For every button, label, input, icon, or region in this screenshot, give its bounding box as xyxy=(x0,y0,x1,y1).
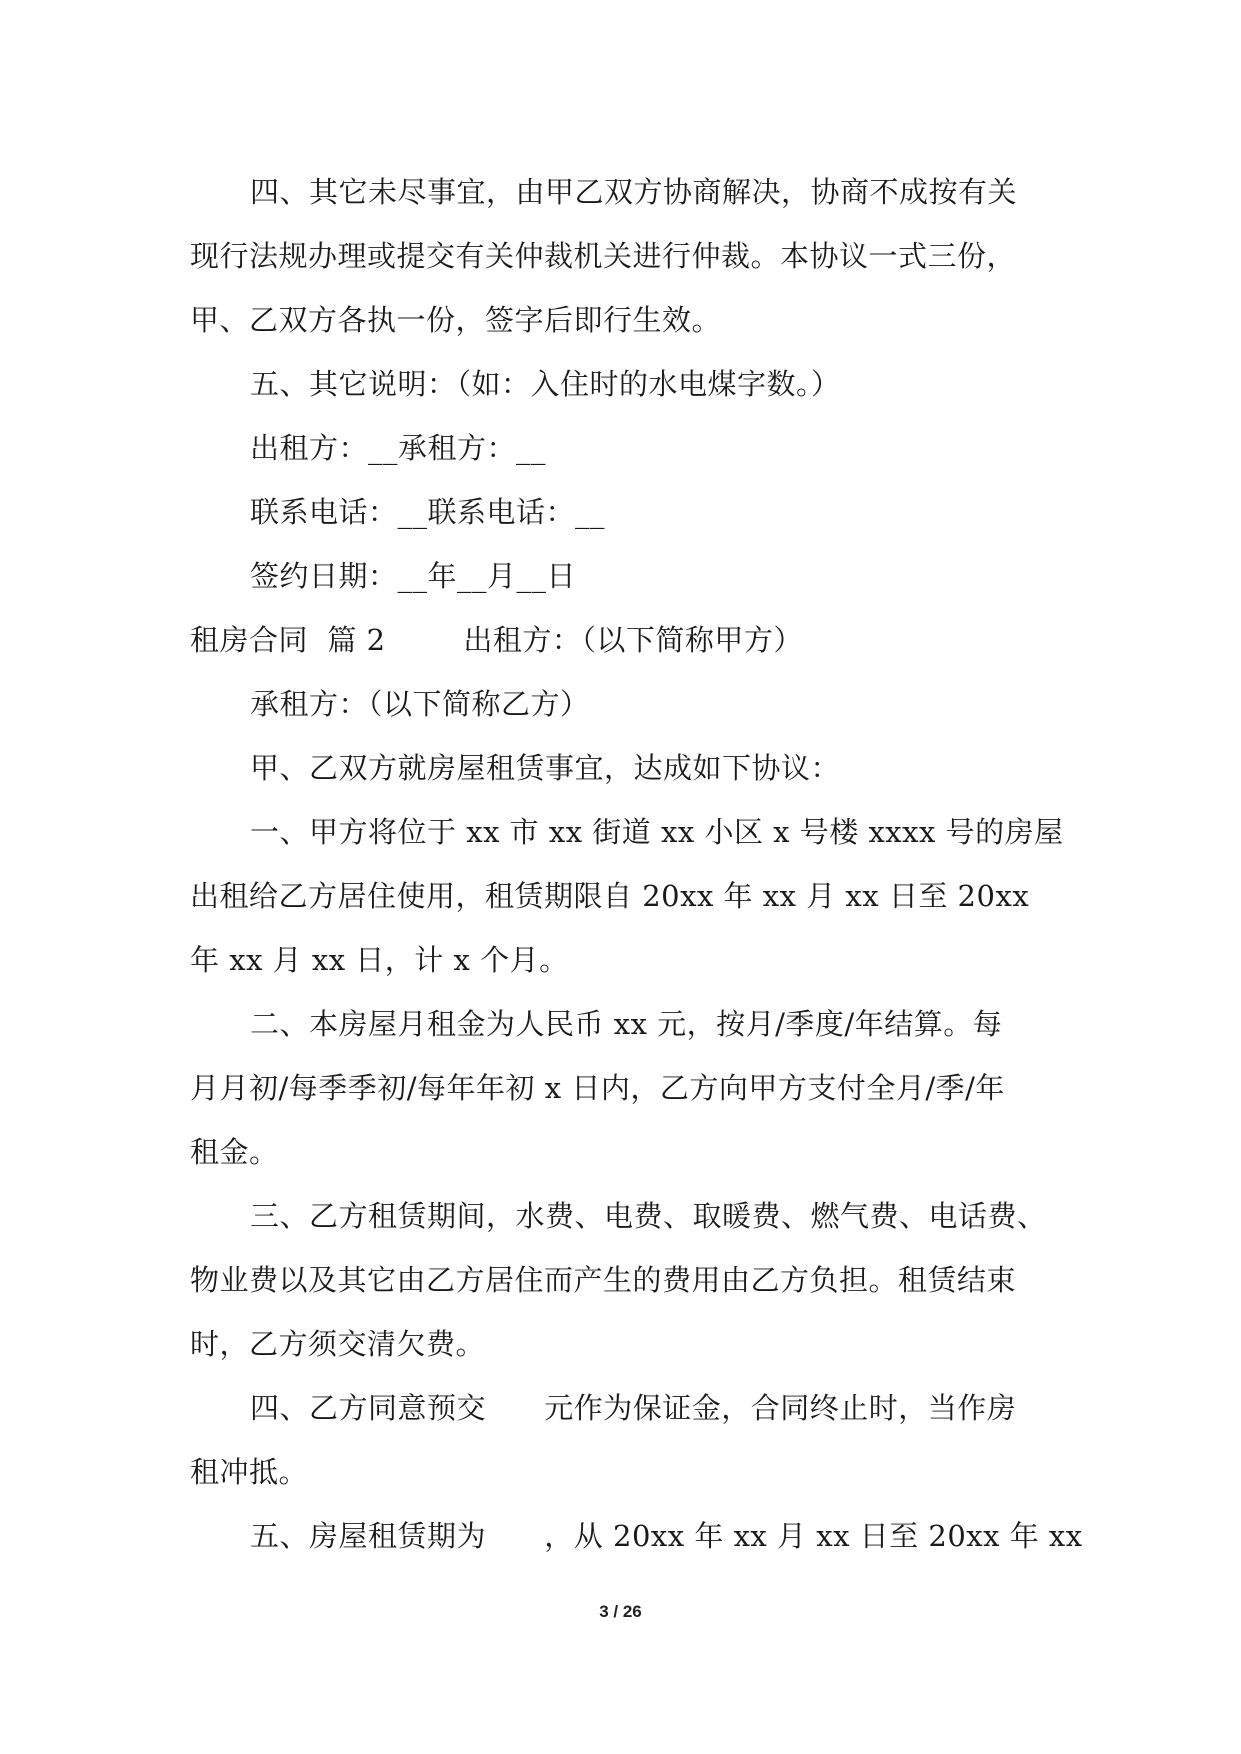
paragraph-line: 物业费以及其它由乙方居住而产生的费用由乙方负担。租赁结束 xyxy=(190,1263,1017,1297)
paragraph-line: 甲、乙双方就房屋租赁事宜，达成如下协议： xyxy=(250,751,841,785)
paragraph-line: 承租方：（以下简称乙方） xyxy=(250,687,590,721)
page-number: 3 / 26 xyxy=(599,1602,642,1621)
document-body xyxy=(190,160,1083,1568)
paragraph-line: 四、乙方同意预交 元作为保证金，合同终止时，当作房 xyxy=(250,1391,1017,1425)
signature-line-date: 签约日期：__年__月__日 xyxy=(250,559,577,593)
paragraph-line: 五、房屋租赁期为 ，从 20xx 年 xx 月 xx 日至 20xx 年 xx xyxy=(250,1519,1083,1553)
paragraph-line: 甲、乙双方各执一份，签字后即行生效。 xyxy=(190,303,722,337)
paragraph-line: 现行法规办理或提交有关仲裁机关进行仲裁。本协议一式三份， xyxy=(190,239,1017,273)
signature-line-parties: 出租方：__承租方：__ xyxy=(250,431,547,465)
section-heading: 租房合同 篇 2 出租方：（以下简称甲方） xyxy=(190,623,803,657)
paragraph-line: 二、本房屋月租金为人民币 xx 元，按月/季度/年结算。每 xyxy=(250,1007,1003,1041)
paragraph-line: 时，乙方须交清欠费。 xyxy=(190,1327,486,1361)
paragraph-line: 出租给乙方居住使用，租赁期限自 20xx 年 xx 月 xx 日至 20xx xyxy=(190,879,1030,913)
paragraph-line: 租冲抵。 xyxy=(190,1455,309,1489)
paragraph-line: 租金。 xyxy=(190,1135,279,1169)
paragraph-line: 一、甲方将位于 xx 市 xx 街道 xx 小区 x 号楼 xxxx 号的房屋 xyxy=(250,815,1064,849)
paragraph-line: 四、其它未尽事宜，由甲乙双方协商解决，协商不成按有关 xyxy=(250,175,1018,209)
signature-line-phone: 联系电话：__联系电话：__ xyxy=(250,495,606,529)
paragraph-line: 三、乙方租赁期间，水费、电费、取暖费、燃气费、电话费、 xyxy=(250,1199,1047,1233)
paragraph-line: 月月初/每季季初/每年年初 x 日内，乙方向甲方支付全月/季/年 xyxy=(190,1071,1005,1105)
paragraph-line: 年 xx 月 xx 日，计 x 个月。 xyxy=(190,943,569,977)
paragraph-line: 五、其它说明：（如：入住时的水电煤字数。） xyxy=(250,367,841,401)
